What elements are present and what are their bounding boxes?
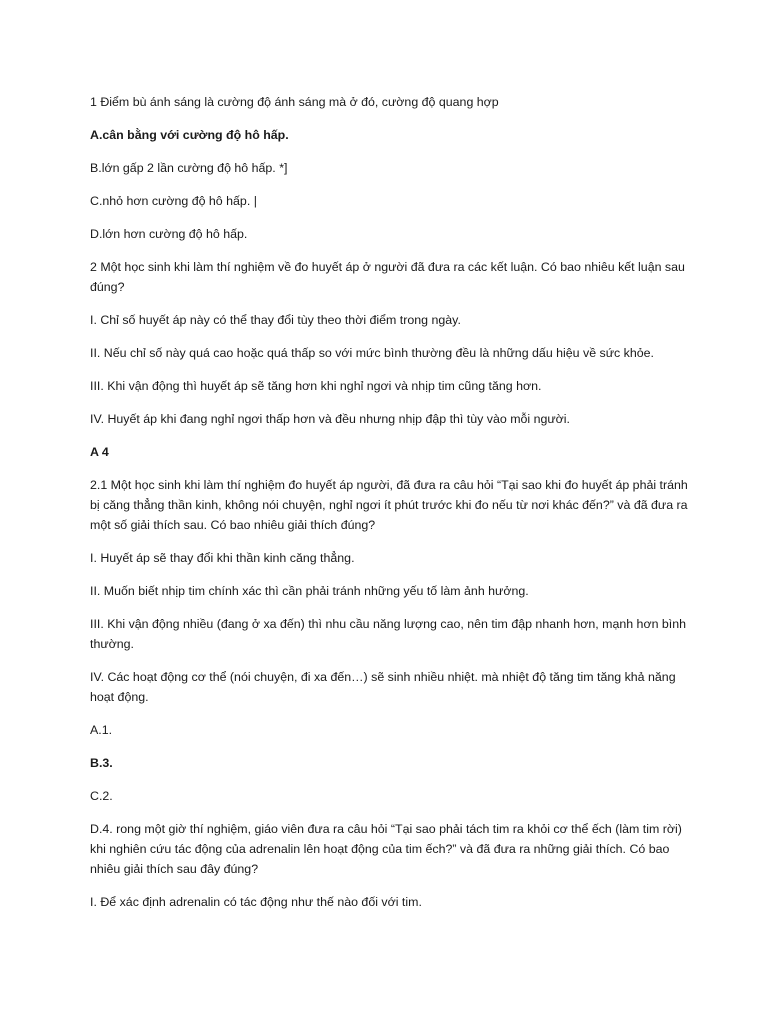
question-2-1-stem: 2.1 Một học sinh khi làm thí nghiệm đo huyết áp người, đã đưa ra câu hỏi “Tại sao khi đo huyết áp phải tránh bị căng thẳng thần kinh, không nói chuyện, nghỉ ngơi ít phút trước khi đo nếu từ nơi khác đến?” và đã đưa ra một số giải thích sau. Có bao nhiêu giải thích đúng? — [90, 478, 688, 532]
question-2-statement-i: I. Chỉ số huyết áp này có thể thay đổi tùy theo thời điểm trong ngày. — [90, 313, 461, 327]
question-2-stem: 2 Một học sinh khi làm thí nghiệm về đo huyết áp ở người đã đưa ra các kết luận. Có bao nhiêu kết luận sau đúng? — [90, 260, 685, 294]
question-2-statement-iv: IV. Huyết áp khi đang nghỉ ngơi thấp hơn và đều nhưng nhịp đập thì tùy vào mỗi người. — [90, 412, 571, 426]
question-2-answer: A 4 — [90, 445, 109, 459]
question-1-stem: 1 Điểm bù ánh sáng là cường độ ánh sáng mà ở đó, cường độ quang hợp — [90, 95, 499, 109]
question-2-1-option-d-and-question-3-stem: D.4. rong một giờ thí nghiệm, giáo viên đưa ra câu hỏi “Tại sao phải tách tim ra khỏi cơ thể ếch (làm tim rời) khi nghiên cứu tác động của adrenalin lên hoạt động của tim ếch?” và đã đưa ra những giải thích. Có bao nhiêu giải thích sau đây đúng? — [90, 822, 682, 876]
question-2-statement-iii: III. Khi vận động thì huyết áp sẽ tăng hơn khi nghỉ ngơi và nhịp tim cũng tăng hơn. — [90, 379, 542, 393]
question-1-option-c: C.nhỏ hơn cường độ hô hấp. | — [90, 194, 257, 208]
question-2-1-option-c: C.2. — [90, 789, 113, 803]
question-3-statement-i: I. Để xác định adrenalin có tác động như thế nào đối với tim. — [90, 895, 422, 909]
document-page — [90, 92, 690, 925]
question-2-1-statement-iii: III. Khi vận động nhiều (đang ở xa đến) thì nhu cầu năng lượng cao, nên tim đập nhanh hơn, mạnh hơn bình thường. — [90, 617, 687, 651]
question-2-statement-ii: II. Nếu chỉ số này quá cao hoặc quá thấp so với mức bình thường đều là những dấu hiệu về sức khỏe. — [90, 346, 654, 360]
question-1-option-a: A.cân bằng với cường độ hô hấp. — [90, 128, 289, 142]
question-2-1-statement-ii: II. Muốn biết nhịp tim chính xác thì cần phải tránh những yếu tố làm ảnh hưởng. — [90, 584, 529, 598]
question-2-1-statement-i: I. Huyết áp sẽ thay đổi khi thần kinh căng thẳng. — [90, 551, 355, 565]
question-2-1-option-b: B.3. — [90, 756, 113, 770]
question-2-1-option-a: A.1. — [90, 723, 113, 737]
question-1-option-b: B.lớn gấp 2 lần cường độ hô hấp. *] — [90, 161, 288, 175]
question-2-1-statement-iv: IV. Các hoạt động cơ thể (nói chuyện, đi xa đến…) sẽ sinh nhiều nhiệt. mà nhiệt độ tăng tim tăng khả năng hoạt động. — [90, 670, 676, 704]
question-1-option-d: D.lớn hơn cường độ hô hấp. — [90, 227, 248, 241]
